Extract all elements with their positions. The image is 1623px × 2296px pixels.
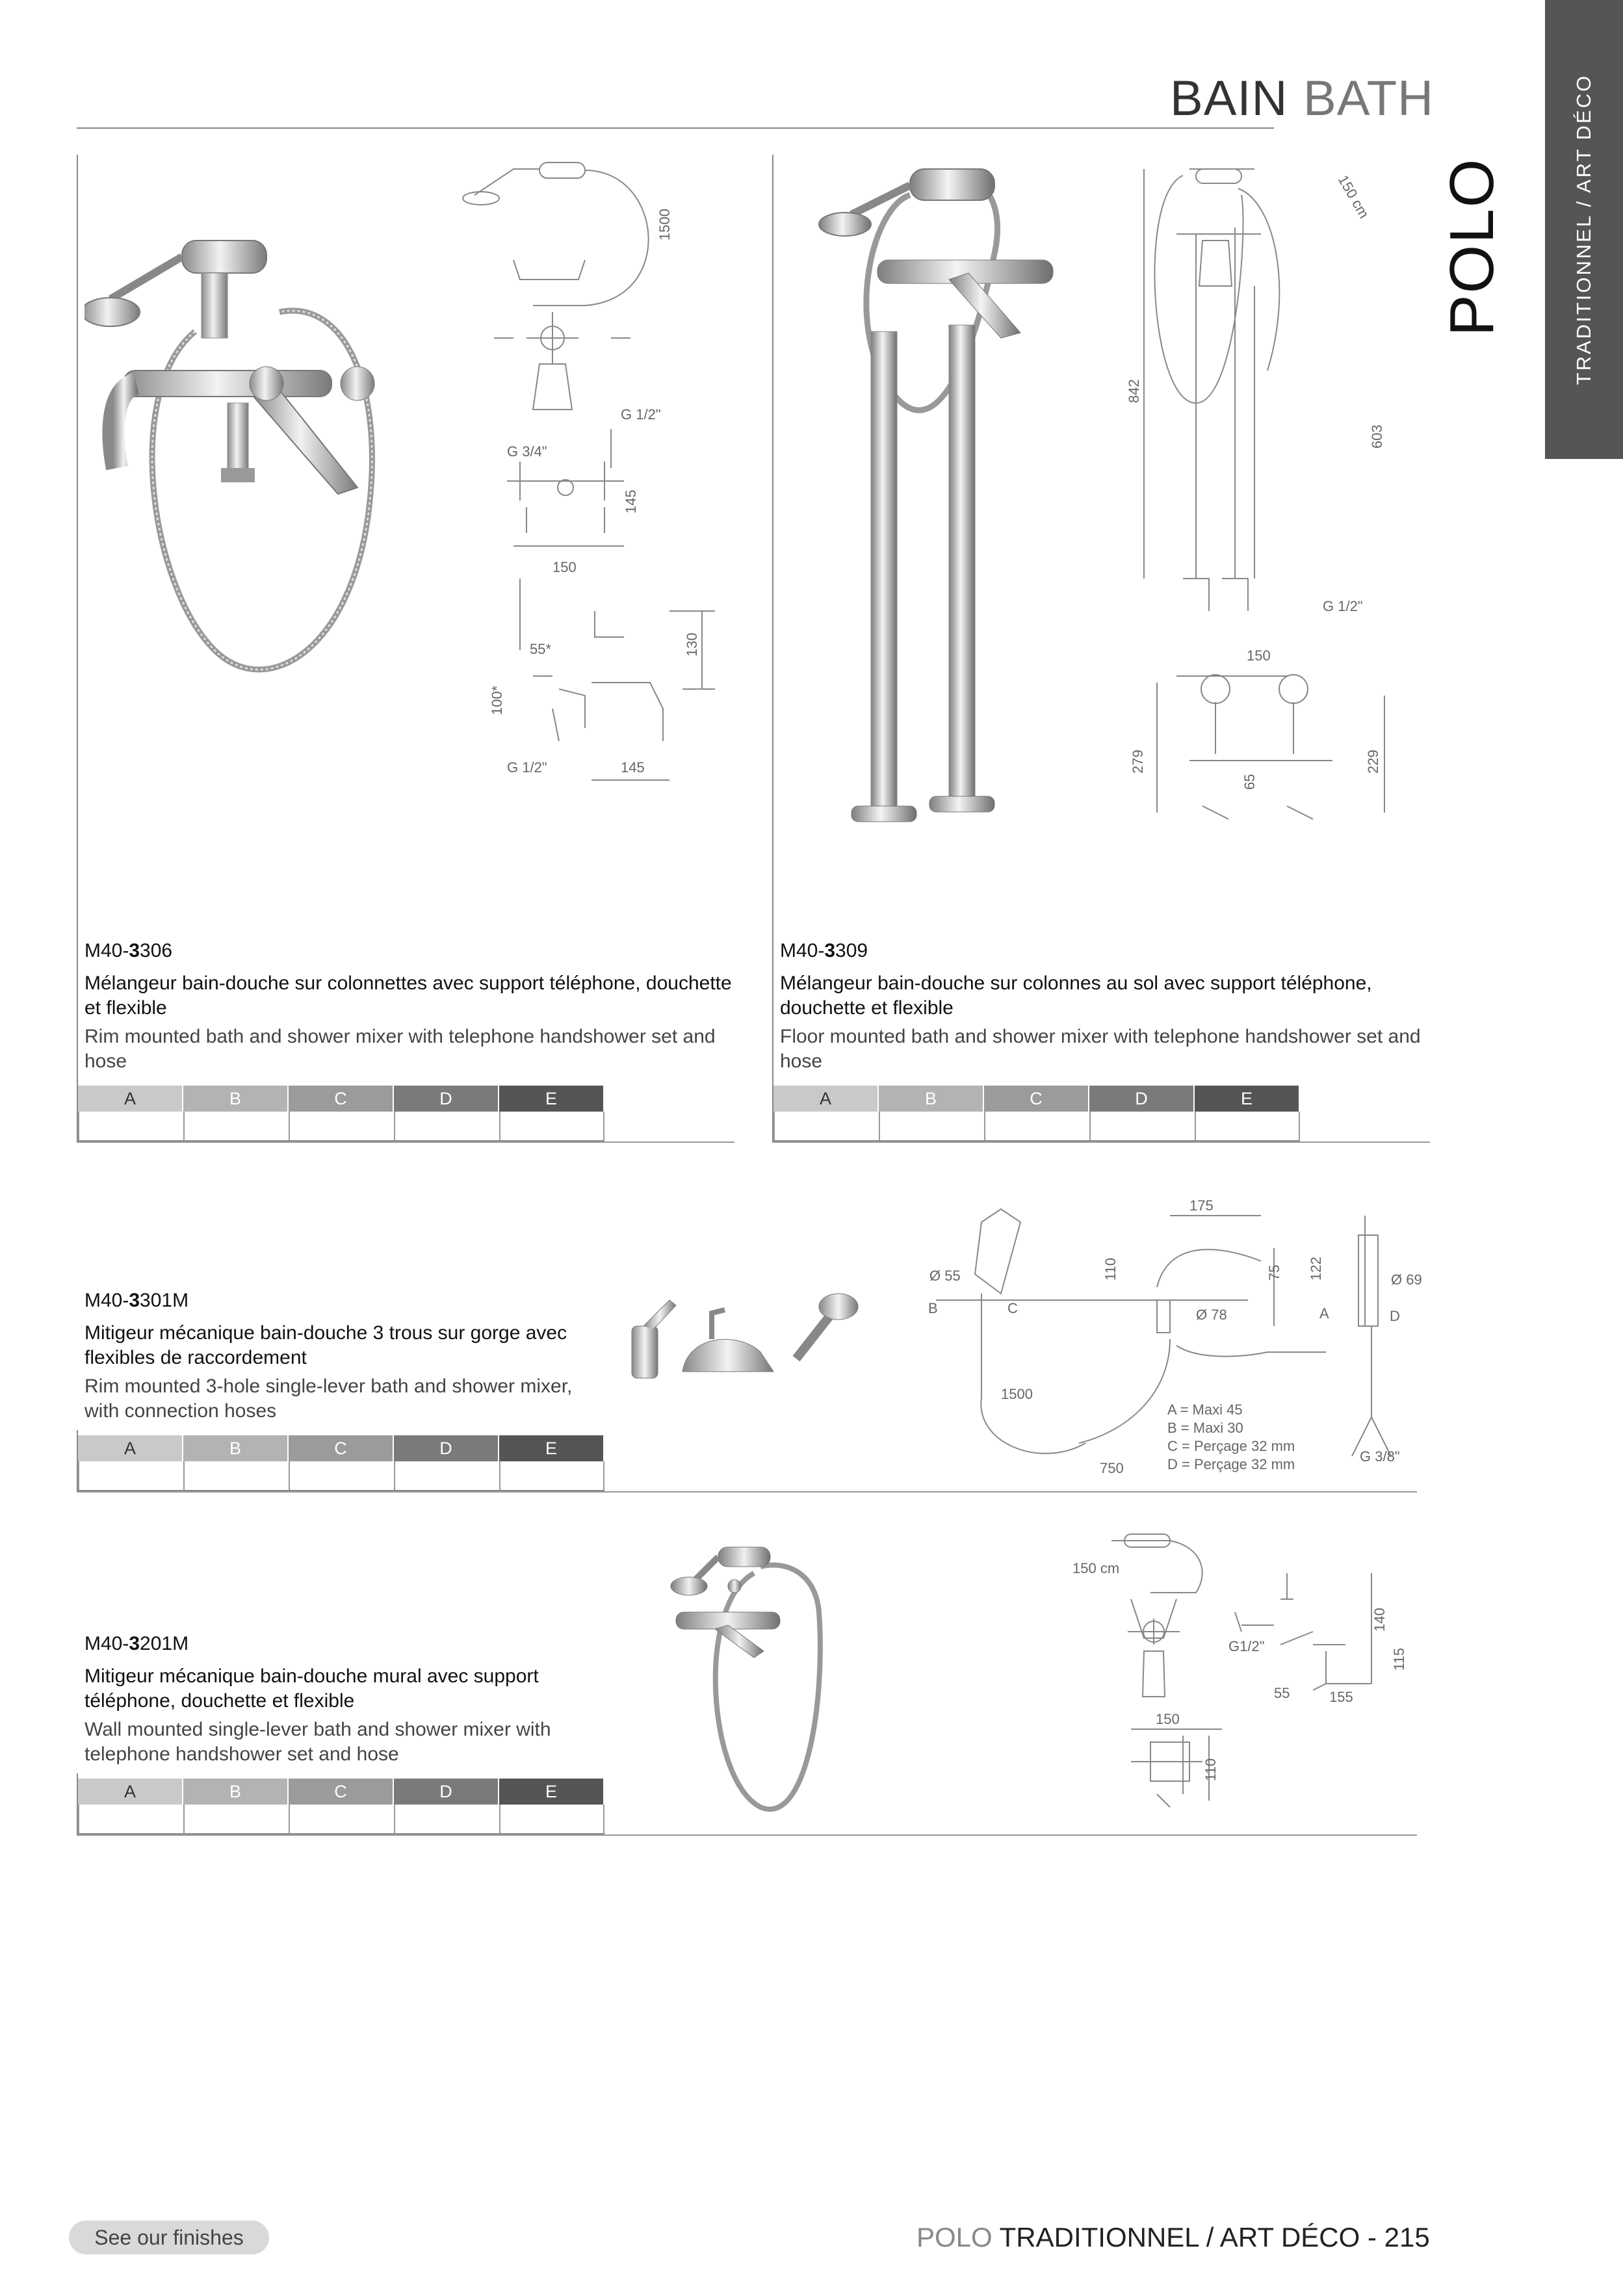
svg-text:145: 145 (621, 759, 645, 776)
finish-d[interactable]: D (394, 1086, 499, 1112)
product-photo-3201M (656, 1534, 845, 1820)
svg-text:150: 150 (1247, 647, 1271, 664)
svg-text:110: 110 (1102, 1257, 1119, 1281)
product-desc-en-3201M: Wall mounted single-lever bath and shower mixer with telephone handshower set and hose (84, 1719, 551, 1765)
rule-p1 (77, 1141, 734, 1143)
svg-text:1500: 1500 (656, 209, 673, 241)
finish-table-3309 (773, 1086, 1300, 1141)
frame-mid-top (772, 155, 773, 1143)
svg-text:G 1/2": G 1/2" (507, 759, 547, 776)
product-code-3309: M40-3309 (780, 940, 868, 961)
finish-table-3201M (78, 1779, 604, 1834)
rule-p4 (77, 1834, 1417, 1836)
finish-c[interactable]: C (289, 1435, 394, 1461)
product-code-3306: M40-3306 (84, 940, 173, 961)
finish-table-3306 (78, 1086, 604, 1141)
svg-text:122: 122 (1308, 1257, 1324, 1281)
technical-drawing-3306 (455, 156, 728, 793)
footer-collection: POLO (916, 2222, 993, 2252)
svg-text:842: 842 (1126, 379, 1142, 403)
see-finishes-button[interactable]: See our finishes (69, 2221, 269, 2254)
footer-range-page: TRADITIONNEL / ART DÉCO - 215 (999, 2222, 1430, 2252)
svg-text:145: 145 (623, 489, 639, 514)
svg-text:279: 279 (1130, 750, 1146, 774)
rule-p3 (77, 1491, 1417, 1493)
svg-text:75: 75 (1266, 1264, 1282, 1281)
svg-text:C = Perçage 32 mm: C = Perçage 32 mm (1167, 1438, 1295, 1454)
product-photo-3306 (84, 221, 422, 767)
technical-drawing-3309 (1124, 156, 1410, 845)
finish-a[interactable]: A (78, 1086, 183, 1112)
range-tab[interactable]: TRADITIONNEL / ART DÉCO (1545, 0, 1623, 459)
svg-text:B = Maxi 30: B = Maxi 30 (1167, 1420, 1243, 1436)
page-title-fr: BAIN (1170, 71, 1288, 126)
finish-a[interactable]: A (78, 1779, 183, 1805)
svg-text:D = Perçage 32 mm: D = Perçage 32 mm (1167, 1456, 1295, 1472)
svg-text:150: 150 (552, 559, 577, 575)
svg-text:A: A (1319, 1305, 1329, 1322)
product-code-3301M: M40-3301M (84, 1290, 189, 1311)
rule-p2 (772, 1141, 1430, 1143)
collection-label: POLO (1437, 157, 1507, 337)
product-desc-en-3309: Floor mounted bath and shower mixer with telephone handshower set and hose (780, 1026, 1421, 1072)
svg-text:A = Maxi 45: A = Maxi 45 (1167, 1402, 1243, 1418)
svg-text:G 3/8": G 3/8" (1360, 1448, 1400, 1465)
product-desc-fr-3309: Mélangeur bain-douche sur colonnes au sol avec support téléphone, douchette et flexible (780, 972, 1372, 1019)
finish-b[interactable]: B (183, 1779, 289, 1805)
finish-a[interactable]: A (78, 1435, 183, 1461)
product-desc-en-3301M: Rim mounted 3-hole single-lever bath and shower mixer, with connection hoses (84, 1376, 573, 1422)
svg-text:55*: 55* (530, 641, 552, 657)
svg-text:G 3/4": G 3/4" (507, 443, 547, 460)
svg-text:1500: 1500 (1001, 1386, 1033, 1402)
svg-text:115: 115 (1391, 1647, 1407, 1671)
finish-d[interactable]: D (394, 1779, 499, 1805)
svg-text:150 cm: 150 cm (1334, 172, 1373, 221)
svg-text:750: 750 (1100, 1460, 1124, 1476)
finish-b[interactable]: B (879, 1086, 984, 1112)
finish-d[interactable]: D (394, 1435, 499, 1461)
svg-text:B: B (928, 1300, 938, 1316)
finish-d[interactable]: D (1089, 1086, 1195, 1112)
technical-drawing-3201M (1066, 1521, 1430, 1833)
svg-text:100*: 100* (489, 685, 505, 715)
svg-text:55: 55 (1274, 1685, 1290, 1701)
finish-c[interactable]: C (984, 1086, 1089, 1112)
svg-text:130: 130 (684, 633, 700, 657)
svg-text:150: 150 (1156, 1711, 1180, 1727)
product-desc-fr-3201M: Mitigeur mécanique bain-douche mural avec support téléphone, douchette et flexible (84, 1665, 539, 1712)
finish-c[interactable]: C (289, 1779, 394, 1805)
svg-text:603: 603 (1369, 424, 1385, 449)
finish-e[interactable]: E (499, 1435, 604, 1461)
product-desc-en-3306: Rim mounted bath and shower mixer with telephone handshower set and hose (84, 1026, 716, 1072)
svg-text:Ø 69: Ø 69 (1391, 1272, 1422, 1288)
svg-text:Ø 78: Ø 78 (1196, 1307, 1227, 1323)
finish-b[interactable]: B (183, 1435, 289, 1461)
finish-e[interactable]: E (1195, 1086, 1300, 1112)
product-code-3201M: M40-3201M (84, 1633, 189, 1654)
technical-drawing-3301M (923, 1196, 1436, 1482)
page-footer (916, 2222, 1430, 2253)
svg-text:C: C (1007, 1300, 1018, 1316)
svg-text:150 cm: 150 cm (1072, 1560, 1120, 1576)
svg-text:65: 65 (1241, 774, 1258, 790)
product-photo-3309 (780, 156, 1098, 845)
svg-text:Ø 55: Ø 55 (929, 1268, 961, 1284)
finish-table-3301M (78, 1435, 604, 1491)
svg-text:G1/2": G1/2" (1228, 1638, 1265, 1654)
svg-text:D: D (1390, 1308, 1400, 1324)
svg-text:110: 110 (1202, 1758, 1219, 1781)
product-photo-3301M (617, 1274, 890, 1430)
product-desc-fr-3301M: Mitigeur mécanique bain-douche 3 trous sur gorge avec flexibles de raccordement (84, 1322, 567, 1368)
svg-text:155: 155 (1329, 1689, 1353, 1705)
finish-b[interactable]: B (183, 1086, 289, 1112)
header-rule (77, 127, 1274, 129)
finish-a[interactable]: A (773, 1086, 879, 1112)
svg-text:140: 140 (1371, 1608, 1388, 1632)
product-desc-fr-3306: Mélangeur bain-douche sur colonnettes avec support téléphone, douchette et flexible (84, 972, 732, 1019)
svg-text:G 1/2": G 1/2" (1323, 598, 1363, 614)
finish-e[interactable]: E (499, 1779, 604, 1805)
svg-text:G 1/2": G 1/2" (621, 406, 661, 423)
finish-c[interactable]: C (289, 1086, 394, 1112)
finish-e[interactable]: E (499, 1086, 604, 1112)
svg-text:175: 175 (1189, 1197, 1214, 1214)
page-title-en: BATH (1303, 71, 1435, 126)
svg-text:229: 229 (1365, 750, 1381, 774)
frame-left-top (77, 155, 78, 1143)
